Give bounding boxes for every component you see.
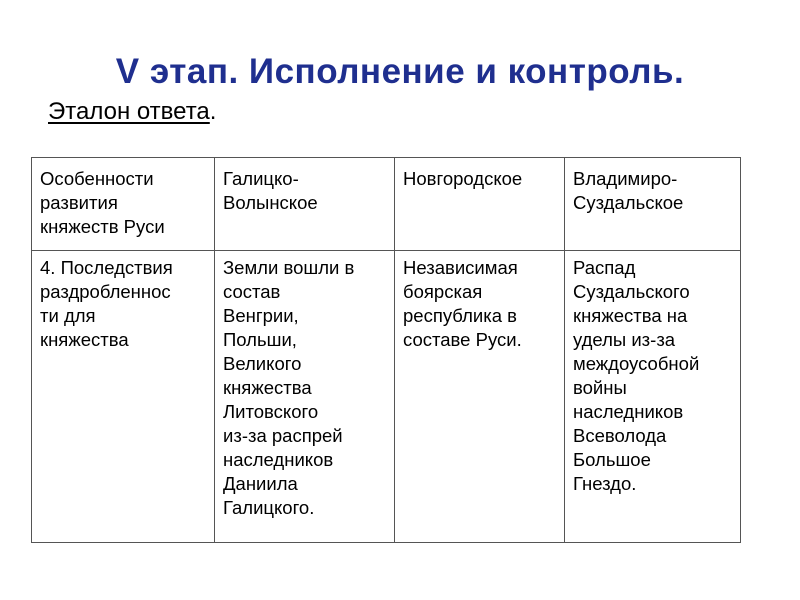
row-label-cell [32, 251, 215, 543]
header-cell-text: Владимиро- Суздальское [573, 168, 684, 213]
slide-subtitle [48, 98, 216, 126]
header-cell-vladimir-suzdal [565, 158, 741, 251]
header-cell-galicia-volhynia [215, 158, 395, 251]
header-cell-novgorod [395, 158, 565, 251]
subtitle-period: . [209, 98, 217, 125]
table-cell-text: Распад Суздальского княжества на уделы из-за междоусобной войны наследников Всеволода Большое Гнездо. [573, 257, 700, 494]
table-cell-text: 4. Последствия раздробленнос ти для княжества [40, 257, 173, 350]
table-header-row [32, 158, 741, 251]
answer-table [31, 157, 741, 543]
header-cell-text: Особенности развития княжеств Руси [40, 168, 165, 237]
header-cell-text: Галицко- Волынское [223, 168, 318, 213]
table-row [32, 251, 741, 543]
novgorod-cell [395, 251, 565, 543]
subtitle-underlined-text: Эталон ответа [48, 98, 210, 125]
slide-title: V этап. Исполнение и контроль. [115, 52, 685, 91]
galicia-volhynia-cell [215, 251, 395, 543]
header-cell-text: Новгородское [403, 168, 523, 189]
table-cell-text: Земли вошли в состав Венгрии, Польши, Великого княжества Литовского из-за распрей наследников Даниила Галицкого. [223, 257, 355, 518]
table-cell-text: Независимая боярская республика в составе Руси. [403, 257, 522, 350]
header-cell-features [32, 158, 215, 251]
vladimir-suzdal-cell [565, 251, 741, 543]
